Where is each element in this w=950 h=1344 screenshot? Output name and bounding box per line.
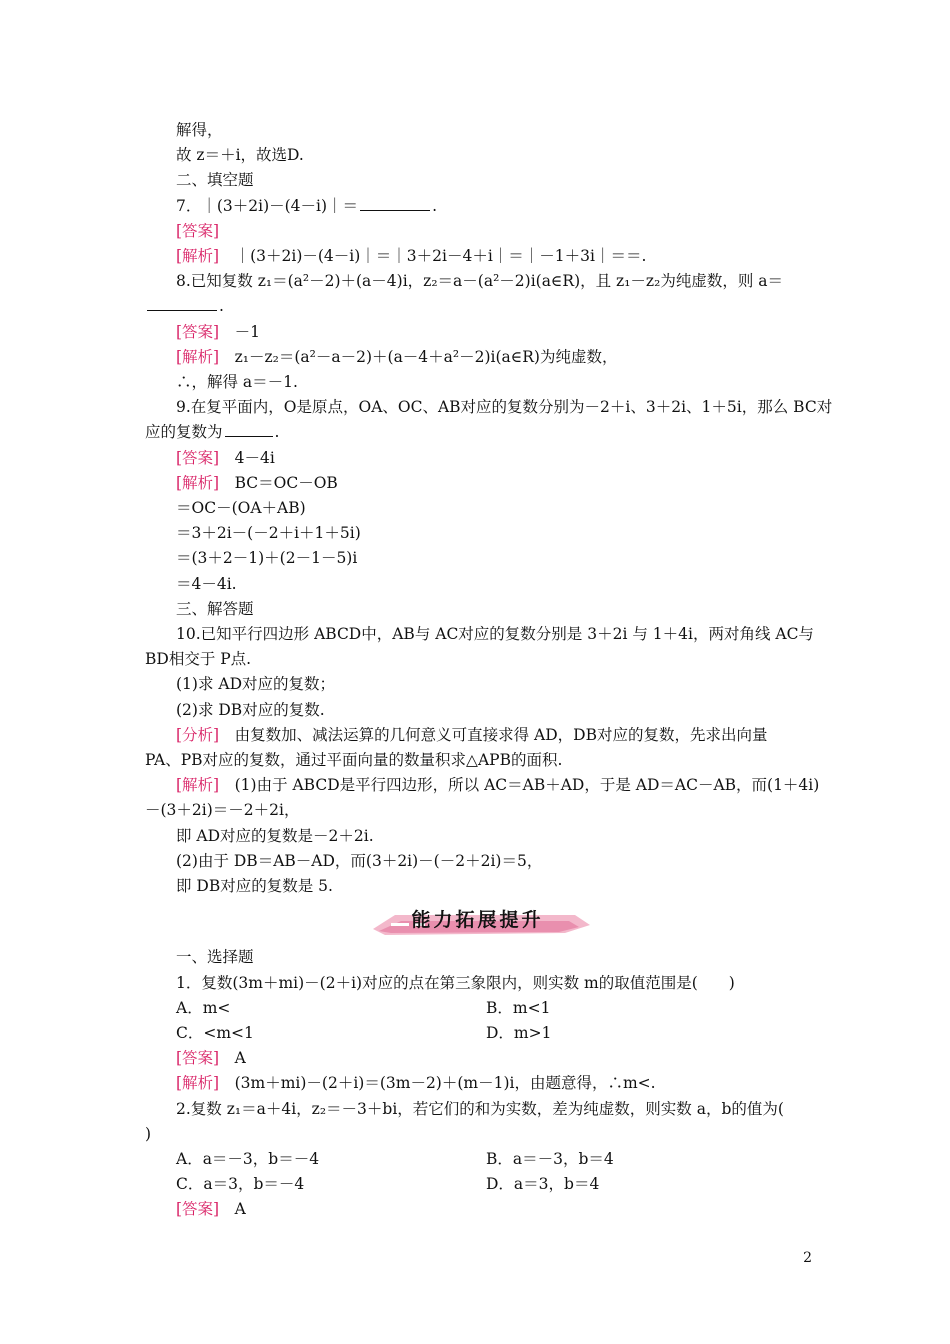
answer-tag: [解析]	[176, 347, 220, 366]
answer-tag: [答案]	[176, 322, 220, 341]
labeled-line	[145, 345, 810, 370]
answer-tag: [答案]	[176, 1049, 220, 1068]
option-choice: D．a＝3，b＝4	[486, 1175, 600, 1194]
option-choice: C．a＝3，b＝－4	[176, 1175, 305, 1194]
line-text: 8.已知复数 z₁＝(a²－2)＋(a－4)i，z₂＝a－(a²－2)i(a∈R)，且 z₁－z₂为纯虚数，则 a＝	[176, 272, 783, 291]
line-text: 解得，	[176, 121, 223, 139]
line-text: (1)求 AD对应的复数；	[176, 675, 336, 694]
text-line	[145, 798, 810, 823]
line-text: (1)由于 ABCD是平行四边形，所以 AC＝AB＋AD，于是 AD＝AC－AB，而(1＋4i)	[219, 776, 820, 795]
line-text: －(3＋2i)＝－2＋2i，	[145, 801, 300, 820]
answer-tag: [解析]	[176, 473, 220, 492]
text-line	[145, 824, 810, 849]
text-line	[145, 849, 810, 874]
option-row	[145, 1021, 810, 1046]
labeled-line	[145, 446, 810, 471]
line-text: .	[219, 297, 224, 316]
text-line	[145, 420, 810, 445]
text-line	[145, 698, 810, 723]
line-text: .	[432, 196, 437, 215]
section-advanced	[145, 945, 810, 1222]
text-line	[145, 748, 810, 773]
line-text: 7．｜(3＋2i)－(4－i)｜＝	[176, 196, 359, 215]
option-choice: A．m<	[176, 998, 231, 1017]
text-line	[145, 622, 814, 647]
text-line	[145, 370, 810, 395]
text-line	[145, 971, 810, 996]
answer-tag: [解析]	[176, 247, 220, 266]
answer-tag: [答案]	[176, 448, 220, 467]
line-text: 故 z＝＋i，故选D.	[176, 146, 304, 165]
text-line	[145, 168, 810, 193]
text-line	[145, 496, 810, 521]
text-line	[145, 294, 810, 319]
section-banner	[145, 899, 810, 945]
text-line	[145, 269, 810, 294]
line-text: z₁－z₂＝(a²－a－2)＋(a－4＋a²－2)i(a∈R)为纯虚数，	[219, 347, 618, 366]
labeled-line	[145, 723, 810, 748]
option-choice: B．a＝－3，b＝4	[486, 1149, 614, 1168]
line-text: ＝OC－(OA＋AB)	[176, 499, 306, 518]
line-text: 一、选择题	[176, 948, 254, 967]
text-line	[145, 118, 810, 143]
line-text: 9.在复平面内，O是原点，OA、OC、AB对应的复数分别为－2＋i、3＋2i、1＋5i，那么 BC对	[176, 398, 833, 417]
text-line	[145, 194, 810, 219]
text-line	[145, 1097, 810, 1122]
labeled-line	[145, 1197, 810, 1222]
text-line	[145, 874, 810, 899]
option-choice: C．<m<1	[176, 1023, 254, 1042]
option-row	[145, 1147, 810, 1172]
line-text: BD相交于 P点.	[145, 650, 252, 669]
answer-tag: [答案]	[176, 221, 220, 240]
line-text: 二、填空题	[176, 171, 254, 190]
line-text: 即 DB对应的复数是 5.	[176, 877, 333, 896]
text-line	[145, 1122, 810, 1147]
labeled-line	[145, 471, 810, 496]
line-text: 三、解答题	[176, 599, 254, 618]
line-text: (3m＋mi)－(2＋i)＝(3m－2)＋(m－1)i，由题意得，∴m<.	[219, 1074, 656, 1093]
text-line	[145, 572, 810, 597]
text-line	[145, 143, 810, 168]
text-line	[145, 672, 810, 697]
text-line	[145, 521, 810, 546]
line-text: 4－4i	[219, 448, 275, 467]
labeled-line	[145, 773, 820, 798]
line-text: －1	[219, 322, 260, 341]
fill-blank	[147, 296, 217, 311]
line-text: 即 AD对应的复数是－2＋2i.	[176, 826, 374, 845]
answer-tag: [答案]	[176, 1200, 220, 1219]
answer-tag: [解析]	[176, 1074, 220, 1093]
line-text: 1．复数(3m＋mi)－(2＋i)对应的点在第三象限内，则实数 m的取值范围是( )	[176, 973, 735, 992]
text-line	[145, 546, 810, 571]
fill-blank	[225, 422, 273, 437]
option-row	[145, 1172, 810, 1197]
line-text: ｜(3＋2i)－(4－i)｜＝｜3＋2i－4＋i｜＝｜－1＋3i｜＝＝.	[219, 247, 647, 266]
line-text: 应的复数为	[145, 423, 223, 442]
line-text: A	[219, 1200, 246, 1219]
labeled-line	[145, 219, 810, 244]
text-line	[145, 647, 810, 672]
line-text: ∴，解得 a＝－1.	[176, 373, 298, 392]
page-number: 2	[803, 1250, 812, 1266]
line-text: 10.已知平行四边形 ABCD中，AB与 AC对应的复数分别是 3＋2i 与 1＋4i，两对角线 AC与	[176, 625, 814, 644]
line-text: 2.复数 z₁＝a＋4i，z₂＝－3＋bi，若它们的和为实数，差为纯虚数，则实数 a，b的值为(	[176, 1099, 784, 1118]
labeled-line	[145, 1046, 810, 1071]
option-choice: A．a＝－3，b＝－4	[176, 1149, 320, 1168]
line-text: ＝(3＋2－1)＋(2－1－5)i	[176, 549, 358, 568]
fill-blank	[360, 196, 430, 211]
line-text: )	[145, 1124, 152, 1143]
line-text: ＝4－4i.	[176, 574, 237, 593]
section-basic	[145, 118, 833, 899]
text-line	[145, 945, 810, 970]
line-text: ＝3＋2i－(－2＋i＋1＋5i)	[176, 524, 361, 543]
line-text: A	[219, 1049, 246, 1068]
banner-title: 能力拓展提升	[411, 909, 544, 932]
line-text: PA、PB对应的复数，通过平面向量的数量积求△APB的面积.	[145, 751, 563, 770]
labeled-line	[145, 244, 810, 269]
labeled-line	[145, 320, 810, 345]
line-text: (2)求 DB对应的复数.	[176, 700, 325, 719]
document-body	[145, 118, 833, 1223]
option-row	[145, 996, 810, 1021]
text-line	[145, 395, 833, 420]
answer-tag: [解析]	[176, 776, 220, 795]
line-text: .	[274, 423, 280, 442]
option-choice: D．m>1	[486, 1023, 552, 1042]
text-line	[145, 597, 810, 622]
labeled-line	[145, 1071, 810, 1096]
answer-tag: [分析]	[176, 725, 220, 744]
line-text: BC＝OC－OB	[219, 473, 338, 492]
line-text: (2)由于 DB＝AB－AD，而(3＋2i)－(－2＋2i)＝5，	[176, 851, 543, 870]
line-text: 由复数加、减法运算的几何意义可直接求得 AD，DB对应的复数，先求出向量	[219, 725, 768, 744]
option-choice: B．m<1	[486, 998, 551, 1017]
